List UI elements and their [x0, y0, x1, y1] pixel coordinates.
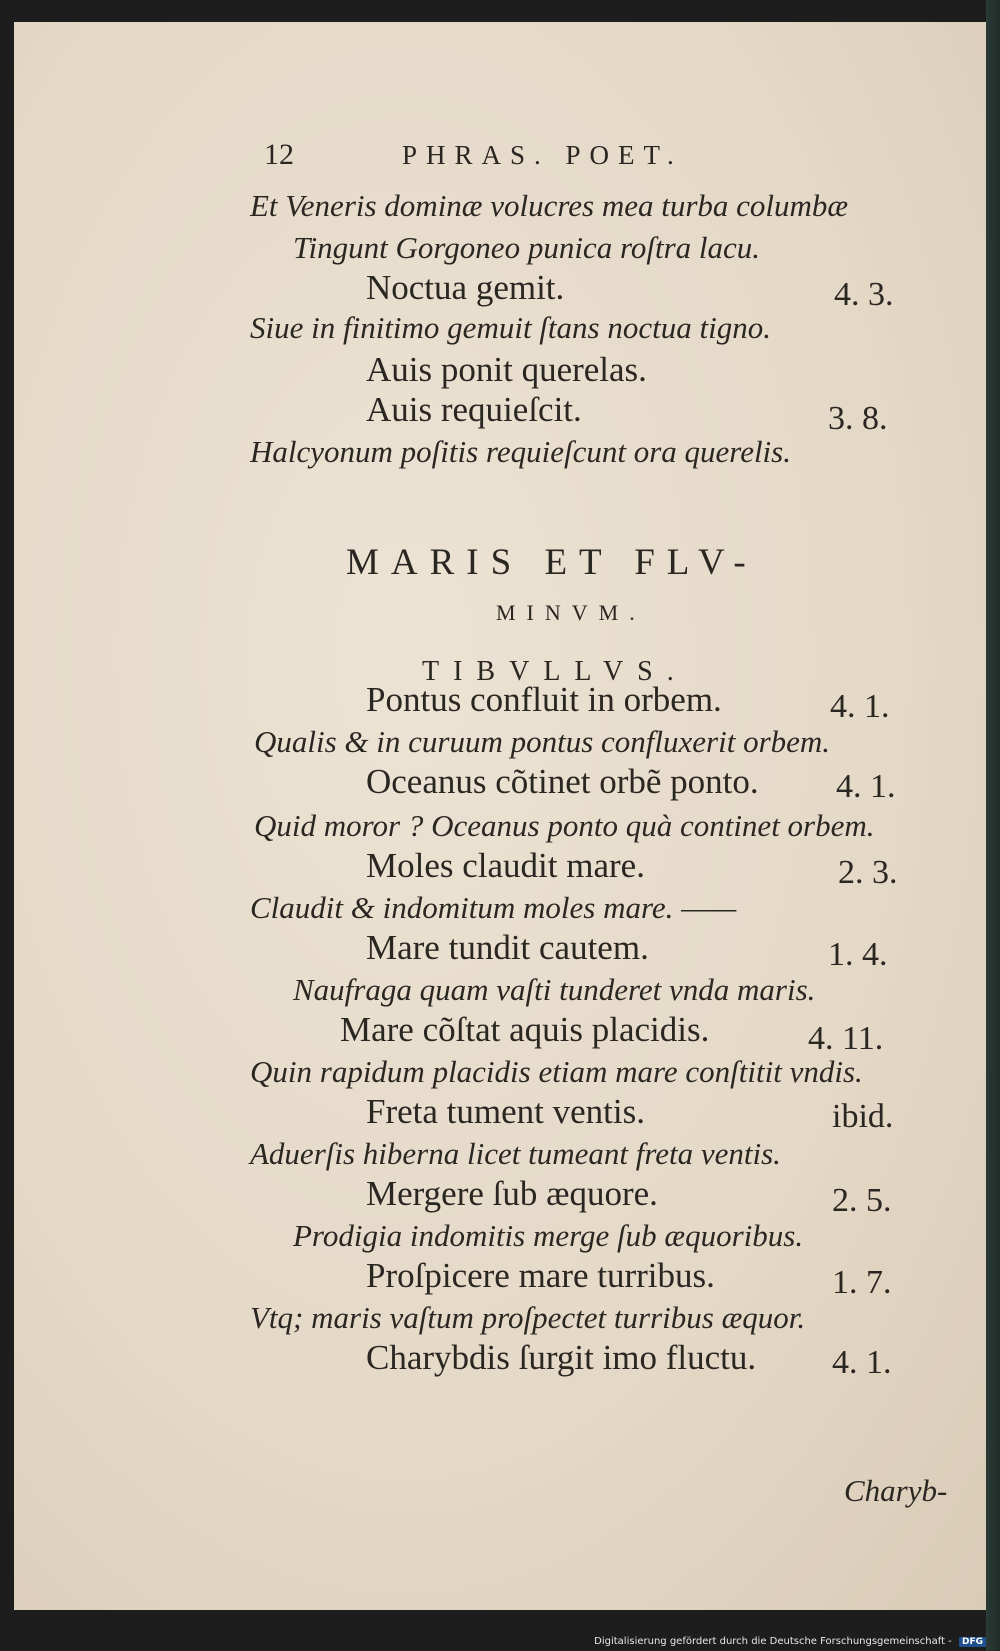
reference: 4. 1.	[830, 688, 890, 725]
reference: 4. 1.	[832, 1344, 892, 1381]
verse-line: Quin rapidum placidis etiam mare conſtitit vndis.	[250, 1054, 863, 1089]
book-page	[14, 22, 990, 1610]
verse-line: Qualis & in curuum pontus confluxerit orbem.	[254, 724, 831, 759]
phrase-line: Mergere ſub æquore.	[366, 1174, 658, 1213]
reference: 4. 11.	[808, 1020, 884, 1057]
reference: 2. 5.	[832, 1182, 892, 1219]
digitization-footer	[0, 1636, 986, 1647]
phrase-line: Noctua gemit.	[366, 268, 565, 307]
section-heading-continued: MINVM.	[496, 600, 646, 625]
phrase-line: Auis ponit querelas.	[366, 350, 647, 389]
reference: 4. 1.	[836, 768, 896, 805]
reference: ibid.	[832, 1098, 894, 1135]
reference: 4. 3.	[834, 276, 894, 313]
verse-line: Quid moror ? Oceanus ponto quà continet orbem.	[254, 808, 875, 843]
phrase-line: Oceanus cõtinet orbẽ ponto.	[366, 762, 759, 801]
phrase-line: Auis requieſcit.	[366, 390, 582, 429]
verse-line: Siue in finitimo gemuit ſtans noctua tigno.	[250, 310, 771, 345]
phrase-line: Moles claudit mare.	[366, 846, 645, 885]
phrase-line: Pontus confluit in orbem.	[366, 680, 722, 719]
footer-text: Digitalisierung gefördert durch die Deutsche Forschungsgemeinschaft -	[594, 1636, 952, 1647]
reference: 1. 7.	[832, 1264, 892, 1301]
verse-line: Naufraga quam vaſti tunderet vnda maris.	[293, 972, 816, 1007]
verse-line: Tingunt Gorgoneo punica roſtra lacu.	[293, 230, 761, 265]
author-heading: TIBVLLVS.	[422, 656, 688, 687]
dfg-logo: DFG	[959, 1637, 986, 1647]
section-heading: MARIS ET FLV-	[346, 542, 758, 583]
reference: 2. 3.	[838, 854, 898, 891]
verse-line: Et Veneris dominæ volucres mea turba columbæ	[250, 188, 849, 223]
verse-line: Vtq; maris vaſtum proſpectet turribus æquor.	[250, 1300, 806, 1335]
catchword: Charyb-	[844, 1473, 948, 1508]
phrase-line: Mare tundit cautem.	[366, 928, 649, 967]
book-edge	[986, 0, 1000, 1651]
reference: 1. 4.	[828, 936, 888, 973]
verse-line: Aduerſis hiberna licet tumeant freta ventis.	[250, 1136, 781, 1171]
running-title: PHRAS. POET.	[402, 140, 683, 170]
phrase-line: Proſpicere mare turribus.	[366, 1256, 715, 1295]
phrase-line: Mare cõſtat aquis placidis.	[340, 1010, 710, 1049]
page-number: 12	[264, 138, 294, 171]
reference: 3. 8.	[828, 400, 888, 437]
phrase-line: Freta tument ventis.	[366, 1092, 645, 1131]
verse-line: Halcyonum poſitis requieſcunt ora querelis.	[250, 434, 791, 469]
phrase-line: Charybdis ſurgit imo fluctu.	[366, 1338, 757, 1377]
verse-line: Claudit & indomitum moles mare. ——	[250, 890, 737, 925]
verse-line: Prodigia indomitis merge ſub æquoribus.	[293, 1218, 804, 1253]
